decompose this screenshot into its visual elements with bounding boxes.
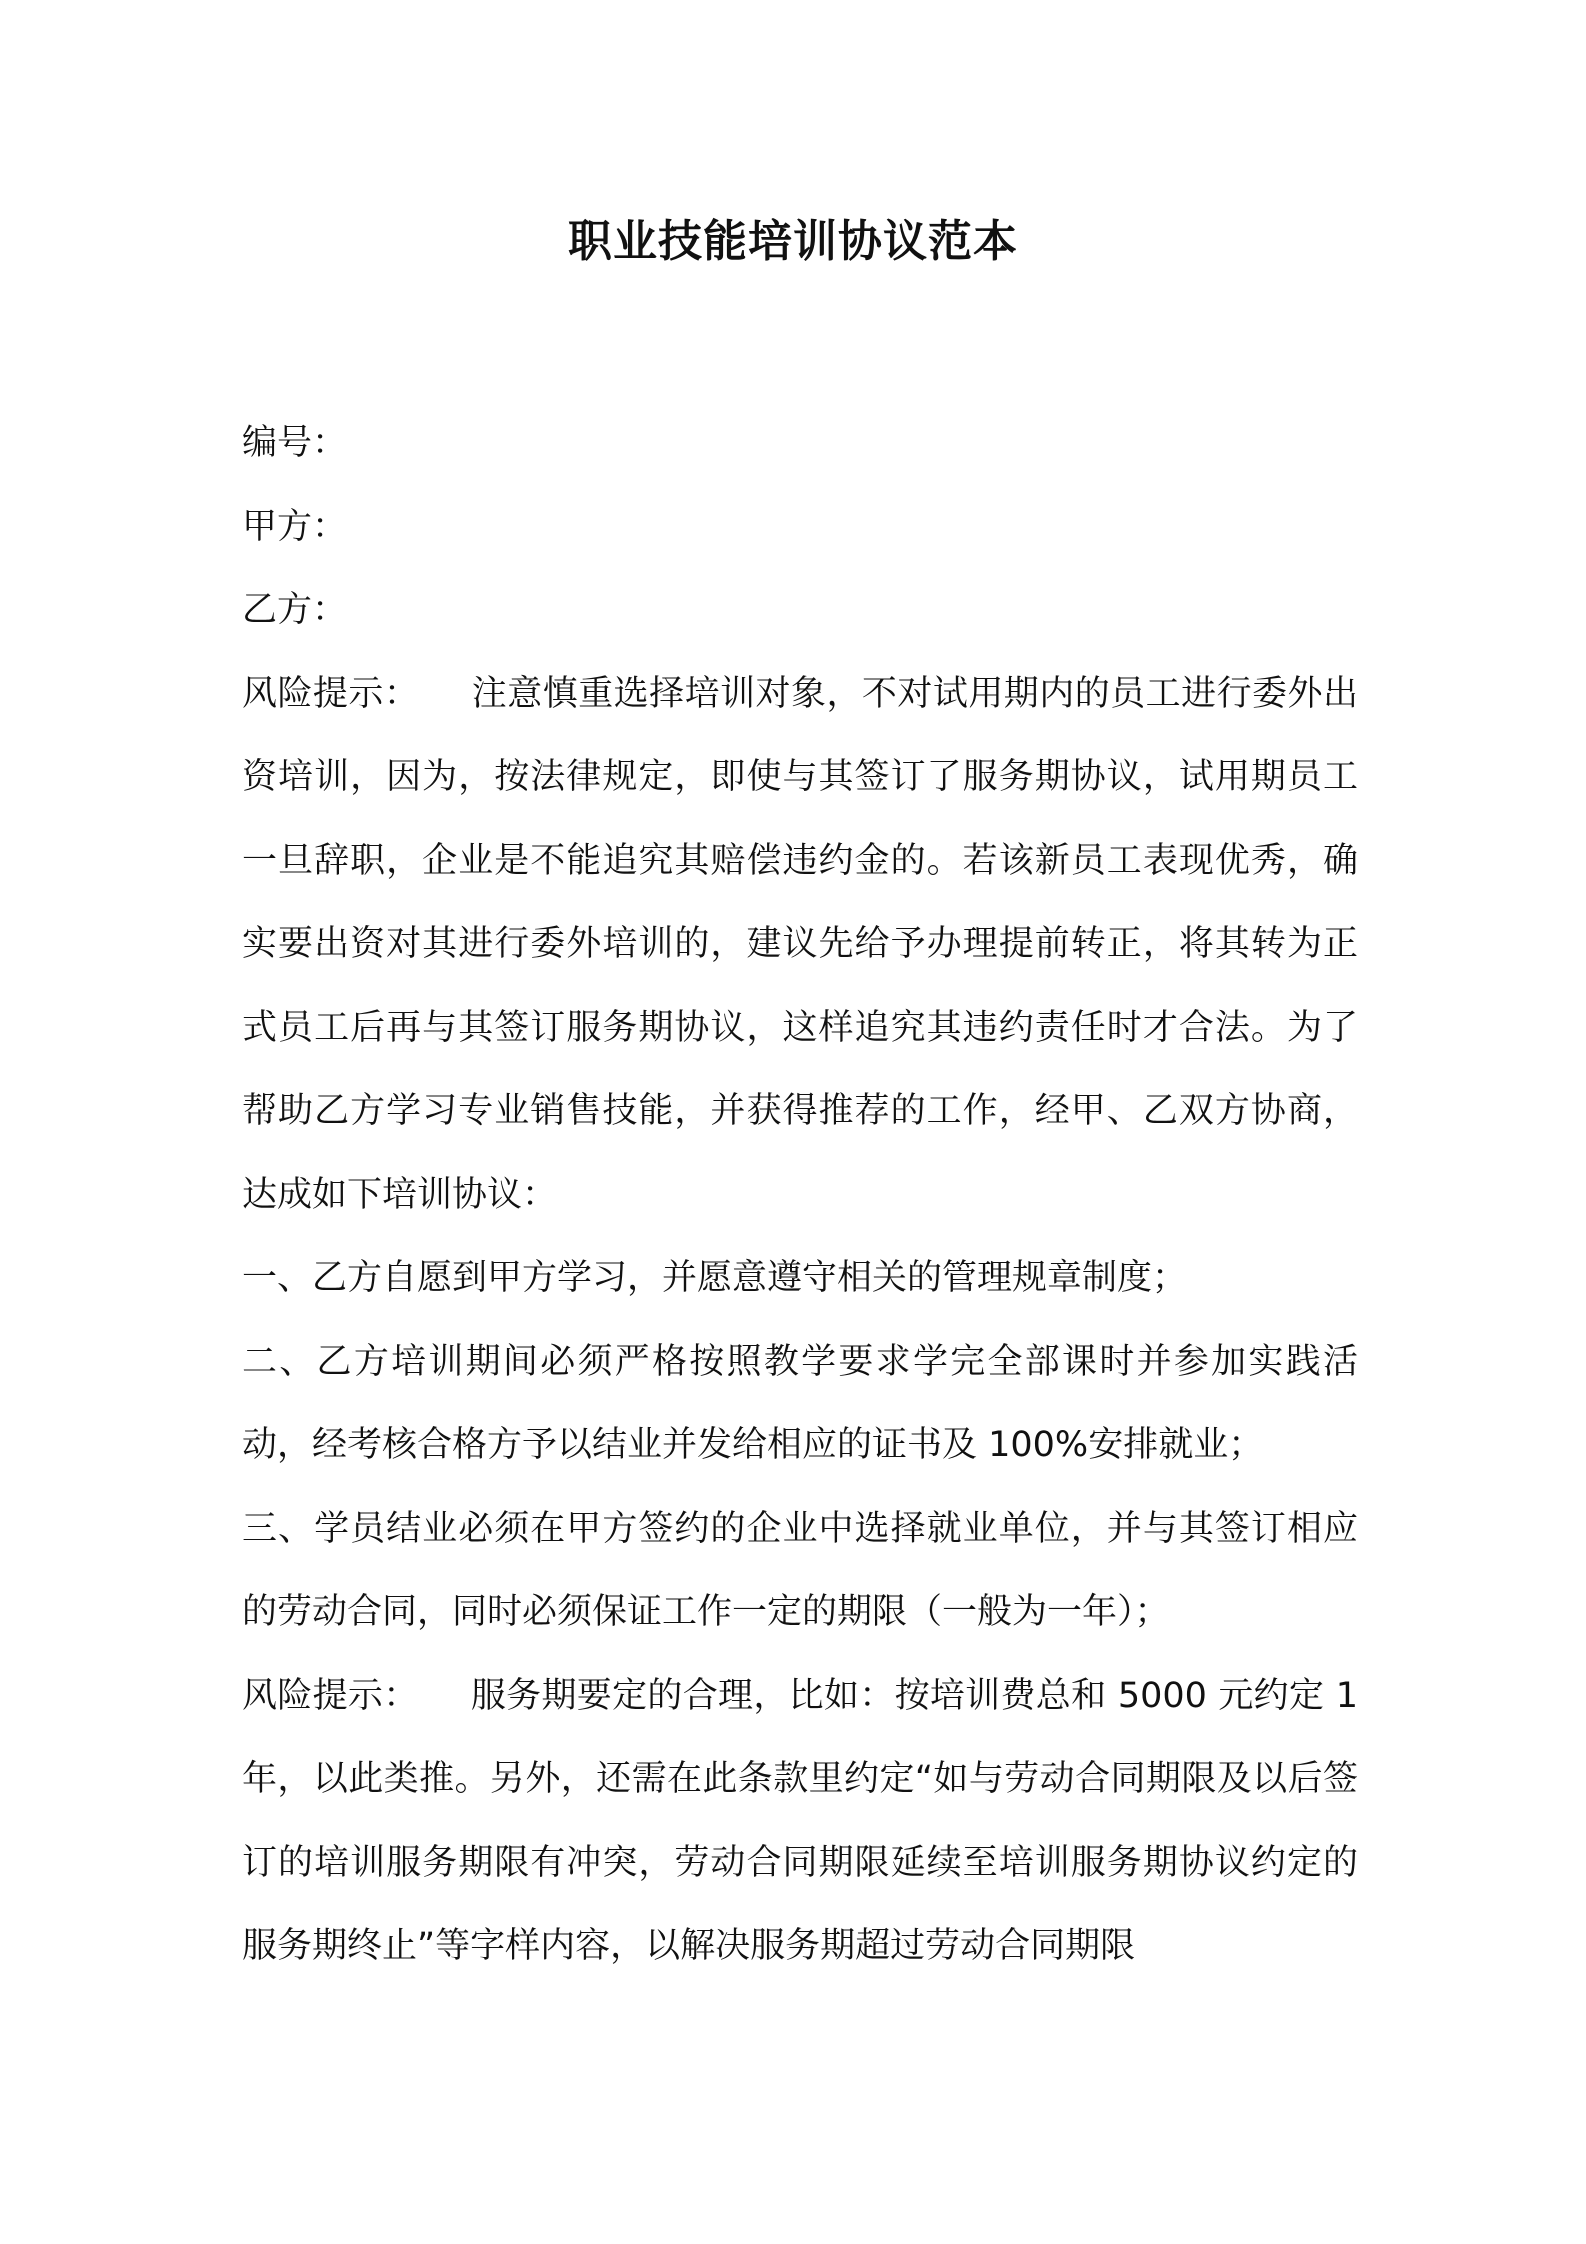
document-body — [242, 402, 1358, 1989]
clause-1: 一、乙方自愿到甲方学习，并愿意遵守相关的管理规章制度； — [242, 1258, 1188, 1298]
risk-tip-paragraph-2 — [242, 1655, 1358, 1989]
party-a-field: 甲方： — [242, 506, 348, 547]
number-field: 编号： — [242, 423, 348, 463]
risk-tip-label: 风险提示： — [242, 1675, 419, 1716]
risk-tip-paragraph-1 — [242, 653, 1358, 1238]
document-title: 职业技能培训协议范本 — [568, 216, 1018, 267]
clause-2: 二、乙方培训期间必须严格按照教学要求学完全部课时并参加实践活动，经考核合格方予以结业并发给相应的证书及 100%安排就业； — [242, 1341, 1358, 1465]
clause-3: 三、学员结业必须在甲方签约的企业中选择就业单位，并与其签订相应的劳动合同，同时必须保证工作一定的期限（一般为一年）； — [242, 1508, 1358, 1632]
risk-tip-text: 服务期要定的合理，比如：按培训费总和 5000 元约定 1 年，以此类推。另外，还需在此条款里约定“如与劳动合同期限及以后签订的培训服务期限有冲突，劳动合同期限延续至培训服务期协议约定的服务期终止”等字样内容，以解决服务期超过劳动合同期限 — [242, 1675, 1358, 1966]
party-b-field: 乙方： — [242, 590, 348, 630]
risk-tip-label: 风险提示： — [242, 673, 420, 714]
risk-tip-text: 注意慎重选择培训对象，不对试用期内的员工进行委外出资培训，因为，按法律规定，即使与其签订了服务期协议，试用期员工一旦辞职，企业是不能追究其赔偿违约金的。若该新员工表现优秀，确实要出资对其进行委外培训的，建议先给予办理提前转正，将其转为正式员工后再与其签订服务期协议，这样追究其违约责任时才合法。为了帮助乙方学习专业销售技能，并获得推荐的工作，经甲、乙双方协商，达成如下培训协议： — [242, 673, 1358, 1215]
